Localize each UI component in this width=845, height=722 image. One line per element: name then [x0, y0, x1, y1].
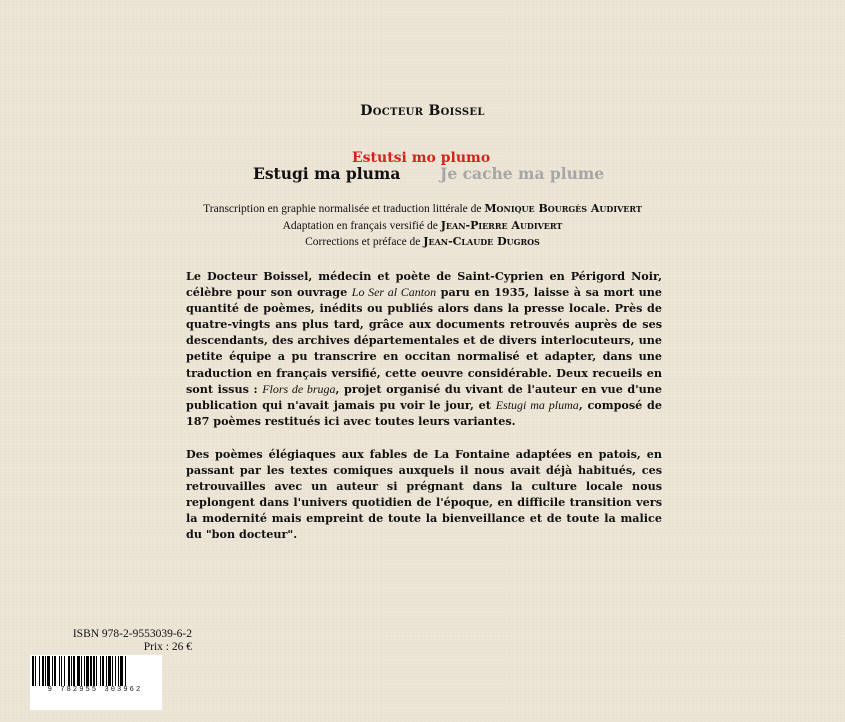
book-title-flors: Flors de bruga	[262, 381, 336, 396]
barcode-bar	[106, 656, 107, 686]
isbn-number: ISBN 978-2-9553039-6-2	[72, 628, 192, 640]
barcode-bar	[32, 656, 34, 686]
barcode-image	[30, 655, 162, 710]
credit-name: Monique Bourgès Audivert	[484, 202, 642, 215]
barcode-bar	[61, 656, 62, 686]
credits-block	[0, 201, 845, 251]
barcode-bar	[39, 656, 40, 686]
barcode-bar	[71, 656, 72, 686]
barcode-bar	[115, 656, 116, 686]
p1-text-b: paru en 1935, laisse à sa mort une quantité de poèmes, inédits ou publiés alors dans la presse locale. Près de quatre-vingts ans plus tard, grâce aux documents retrouvés auprès de ses descendants, des archives départementales et de divers interlocuteurs, une petite équipe a pu transcrire en occitan normalisé et adapter, dans une traduction en français versifié, cette oeuvre considérable. Deux recueils en sont issus :	[186, 285, 662, 396]
summary-paragraph-2: Des poèmes élégiaques aux fables de La Fontaine adaptées en patois, en passant par les textes comiques auxquels il nous avait déjà habitués, ces retrouvailles avec un auteur si prégnant dans la culture locale nous replongent dans l'univers quotidien de l'époque, en difficile transition vers la modernité mais empreint de toute la bienveillance et de toute la malice du "bon docteur".	[186, 447, 662, 542]
barcode-bar	[68, 656, 70, 686]
credit-line-adaptation	[0, 218, 845, 235]
barcode-bar	[45, 656, 46, 686]
barcode-bar	[86, 656, 89, 686]
credit-prefix: Adaptation en français versifié de	[282, 219, 441, 232]
barcode-bar	[118, 656, 119, 686]
barcode-bar	[52, 656, 53, 686]
barcode-bar	[84, 656, 85, 686]
barcode-bar	[108, 656, 111, 686]
credit-line-corrections	[0, 234, 845, 251]
isbn-block	[30, 628, 192, 654]
barcode-bar	[100, 656, 101, 686]
book-title-estugi: Estugi ma pluma	[495, 397, 579, 412]
credit-name: Jean-Claude Dugros	[423, 235, 540, 248]
barcode-bar	[59, 656, 60, 686]
barcode-bar	[35, 656, 36, 686]
p1-text-a: Le Docteur Boissel, médecin et poète de Saint-Cyprien en Périgord Noir, célèbre pour son ouvrage	[186, 269, 662, 300]
p1-text-d: , composé de 187 poèmes restitués ici avec toutes leurs variantes.	[186, 397, 662, 428]
barcode-bar	[96, 656, 97, 686]
barcode-bar	[125, 656, 126, 686]
author-name: Docteur Boissel	[360, 103, 485, 119]
title-french: Je cache ma plume	[440, 164, 605, 183]
book-title-lo-ser: Lo Ser al Canton	[351, 285, 437, 300]
barcode-bars	[32, 656, 126, 686]
barcode-bar	[47, 656, 50, 686]
barcode-bar	[93, 656, 95, 686]
credit-prefix: Corrections et préface de	[305, 236, 424, 248]
barcode-bar	[77, 656, 80, 686]
barcode-bar	[90, 656, 92, 686]
barcode-bar	[81, 656, 82, 686]
barcode-bar	[112, 656, 113, 686]
barcode-bar	[42, 656, 44, 686]
barcode-bar	[102, 656, 104, 686]
p1-text-c: , projet organisé du vivant de l'auteur en vue d'une publication qui n'avait jamais pu voir le jour, et	[186, 381, 663, 412]
credit-name: Jean-Pierre Audivert	[440, 218, 563, 232]
price-label: Prix : 26 €	[143, 641, 192, 653]
credit-line-transcription	[0, 201, 845, 218]
title-occitan-normalized: Estugi ma pluma	[253, 164, 401, 183]
title-occitan-classic: Estutsi mo plumo	[352, 150, 491, 166]
credit-prefix: Transcription en graphie normalisée et traduction littérale de	[203, 203, 485, 215]
barcode-bar	[54, 656, 56, 686]
summary-paragraph-1	[186, 268, 662, 429]
barcode-number: 9 782955 303962	[35, 686, 155, 694]
barcode-bar	[120, 656, 123, 686]
barcode-bar	[73, 656, 75, 686]
barcode-bar	[64, 656, 65, 686]
